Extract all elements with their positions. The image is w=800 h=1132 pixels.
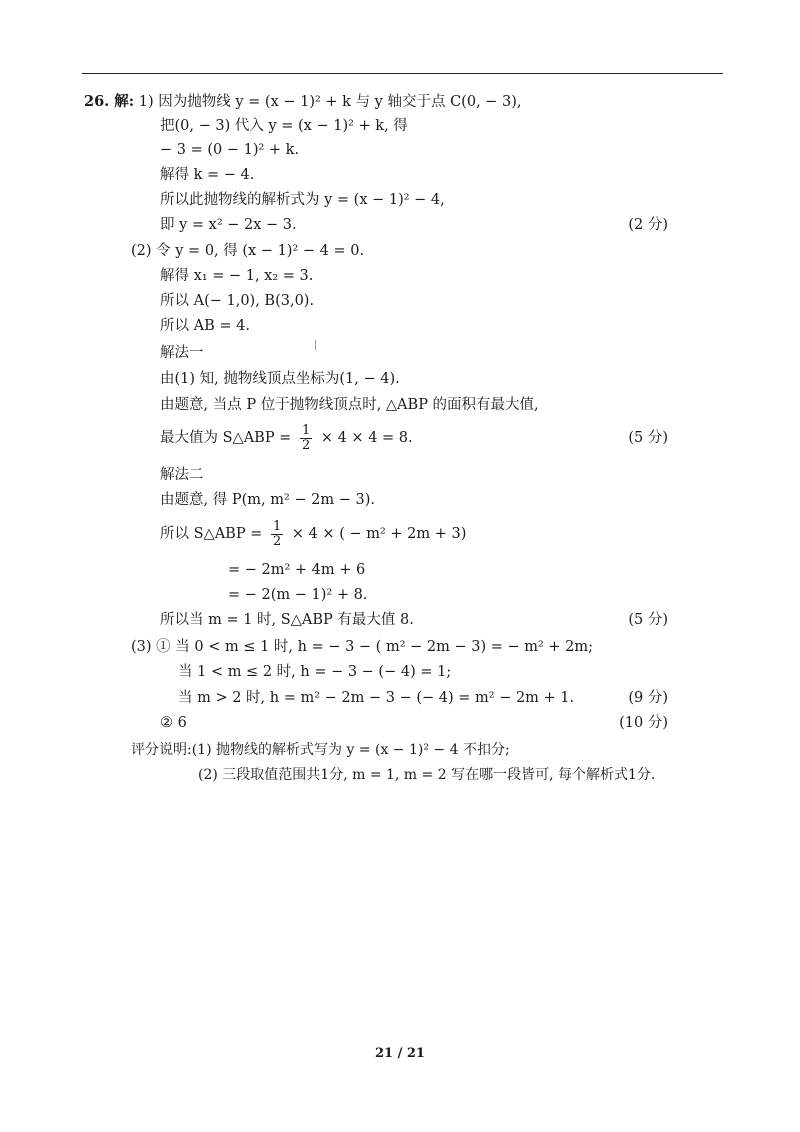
part1-line2: 把(0, − 3) 代入 y = (x − 1)² + k, 得 [160, 118, 408, 134]
part3-line3: 当 m > 2 时, h = m² − 2m − 3 − (− 4) = m² − 2m + 1. [178, 690, 575, 706]
part1-line3: − 3 = (0 − 1)² + k. [160, 142, 300, 158]
method2-score: (5 分) [628, 612, 668, 628]
part1-line1: 1) 因为抛物线 y = (x − 1)² + k 与 y 轴交于点 C(0, − 3), [138, 94, 522, 110]
problem-number-line [84, 93, 522, 111]
method1-title: 解法一 [160, 345, 204, 361]
problem-number: 26. 解: [84, 93, 135, 110]
method1-line1: 由(1) 知, 抛物线顶点坐标为(1, − 4). [160, 371, 400, 387]
part1-line6: 即 y = x² − 2x − 3. [160, 217, 297, 233]
part2-line3: 所以 A(− 1,0), B(3,0). [160, 293, 315, 309]
method1-score: (5 分) [628, 430, 668, 446]
method2-area-expr: × 4 × ( − m² + 2m + 3) [291, 526, 467, 542]
method2-title: 解法二 [160, 467, 204, 483]
part3-line4: ② 6 [160, 715, 187, 731]
grading-line2: (2) 三段取值范围共1分, m = 1, m = 2 写在哪一段皆可, 每个解析式1分. [198, 767, 656, 783]
part1-line5: 所以此抛物线的解析式为 y = (x − 1)² − 4, [160, 192, 445, 208]
page-number: 21 / 21 [375, 1046, 425, 1061]
scan-mark [315, 340, 316, 350]
fraction-half [300, 424, 312, 453]
method1-line2: 由题意, 当点 P 位于抛物线顶点时, △ABP 的面积有最大值, [160, 397, 539, 413]
fraction-numerator: 1 [272, 518, 282, 534]
grading-line1: 评分说明:(1) 抛物线的解析式写为 y = (x − 1)² − 4 不扣分; [131, 742, 510, 758]
method1-line3 [160, 421, 413, 455]
fraction-half [271, 520, 283, 549]
fraction-numerator: 1 [301, 422, 311, 438]
method2-area-label: 所以 S△ABP = [160, 526, 263, 542]
part3-line1: (3) ① 当 0 < m ≤ 1 时, h = − 3 − ( m² − 2m − 3) = − m² + 2m; [131, 639, 594, 655]
part1-line4: 解得 k = − 4. [160, 167, 255, 183]
fraction-denominator: 2 [301, 437, 311, 453]
part2-line2: 解得 x₁ = − 1, x₂ = 3. [160, 268, 314, 284]
part3-score1: (9 分) [628, 690, 668, 706]
method2-line3: = − 2m² + 4m + 6 [228, 562, 366, 578]
part1-score: (2 分) [628, 217, 668, 233]
part2-line1: (2) 令 y = 0, 得 (x − 1)² − 4 = 0. [131, 243, 365, 259]
method2-line5: 所以当 m = 1 时, S△ABP 有最大值 8. [160, 612, 414, 628]
part3-score2: (10 分) [619, 715, 668, 731]
header-rule [82, 73, 723, 74]
part2-line4: 所以 AB = 4. [160, 318, 250, 334]
method1-area-value: × 4 × 4 = 8. [320, 430, 413, 446]
fraction-denominator: 2 [272, 533, 282, 549]
part3-line2: 当 1 < m ≤ 2 时, h = − 3 − (− 4) = 1; [178, 664, 452, 680]
method2-line1: 由题意, 得 P(m, m² − 2m − 3). [160, 492, 375, 508]
method1-area-label: 最大值为 S△ABP = [160, 430, 292, 446]
method2-line4: = − 2(m − 1)² + 8. [228, 587, 368, 603]
method2-line2 [160, 517, 466, 551]
